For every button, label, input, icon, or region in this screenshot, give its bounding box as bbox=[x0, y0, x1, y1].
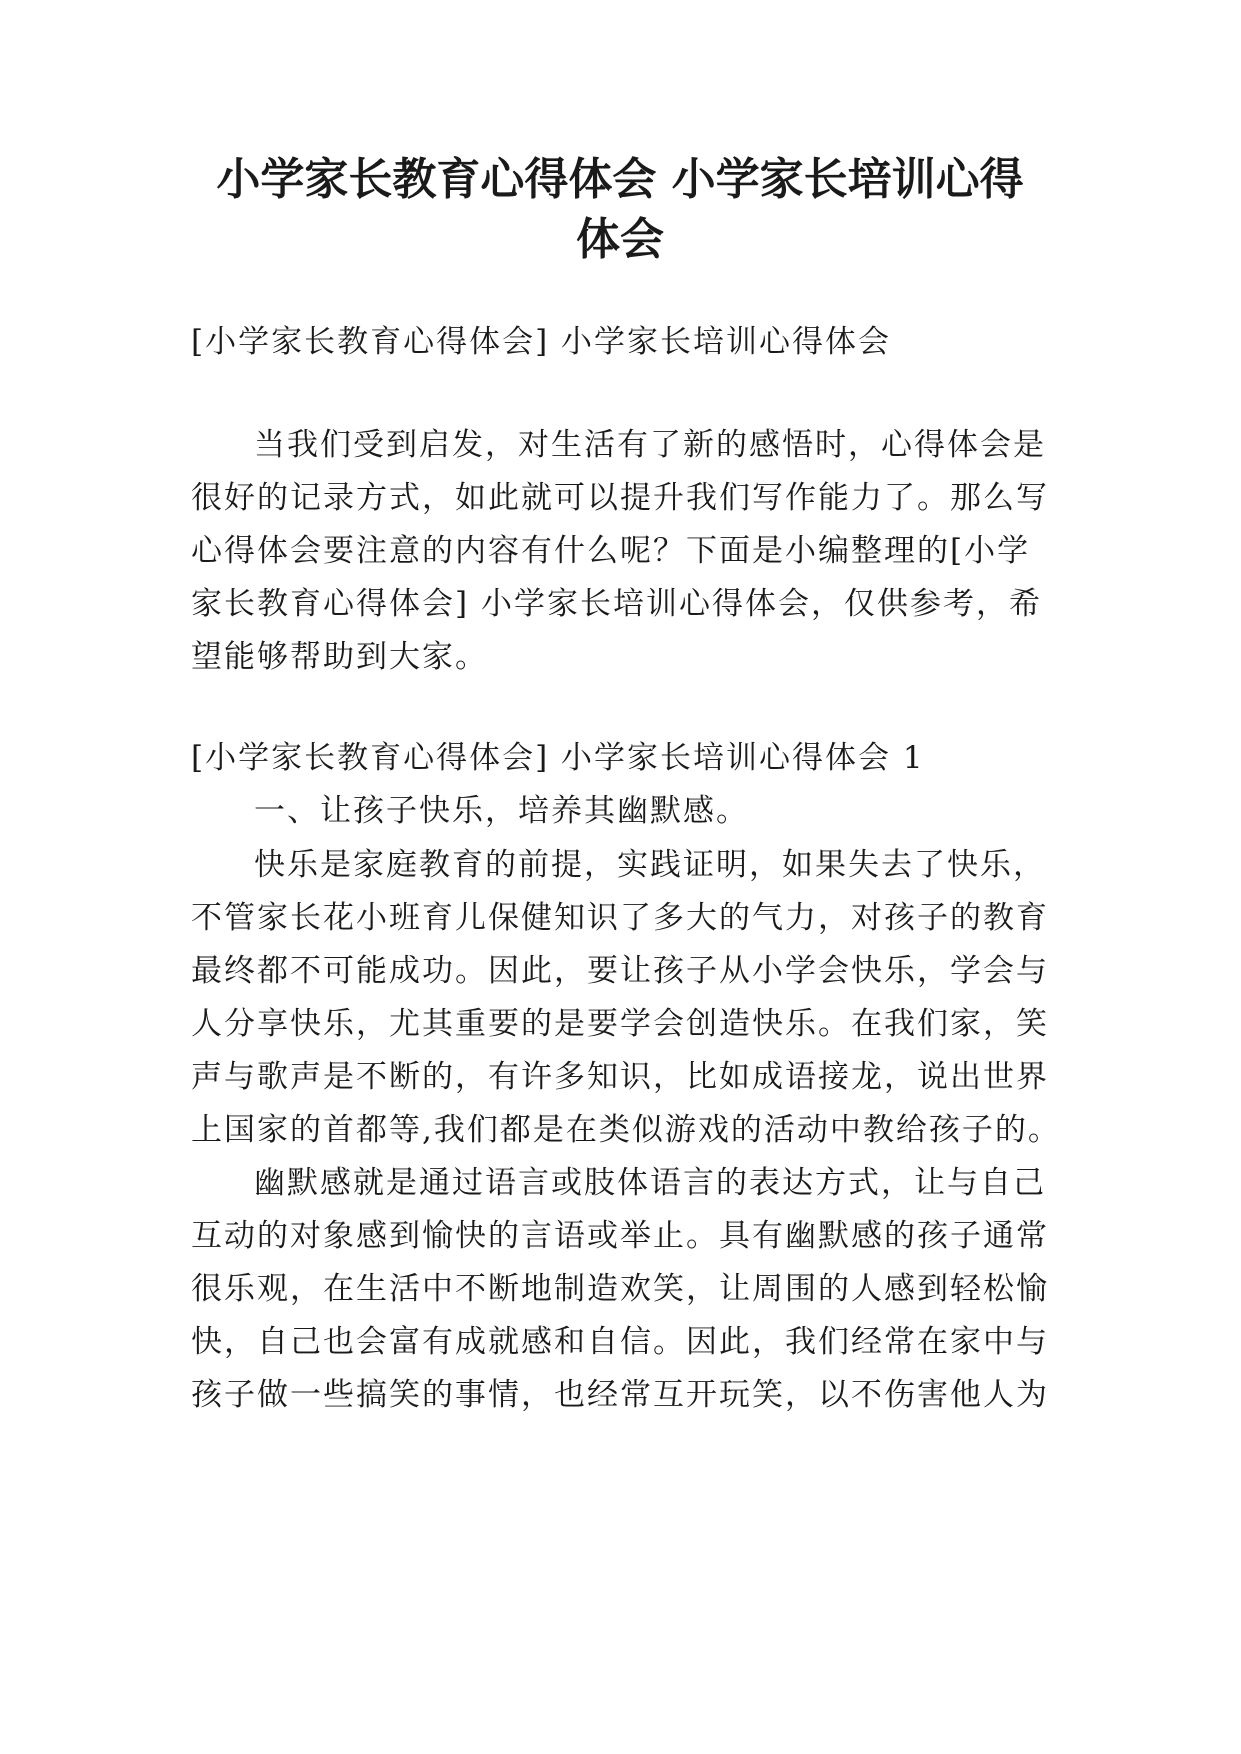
para1-line: 最终都不可能成功。因此，要让孩子从小学会快乐，学会与 bbox=[191, 953, 1049, 989]
document-title bbox=[180, 150, 1060, 270]
para2-line: 互动的对象感到愉快的言语或举止。具有幽默感的孩子通常 bbox=[191, 1218, 1049, 1254]
subtitle: [小学家长教育心得体会] 小学家长培训心得体会 bbox=[191, 324, 892, 360]
para1-line: 声与歌声是不断的，有许多知识，比如成语接龙，说出世界 bbox=[191, 1059, 1049, 1095]
para1-line: 快乐是家庭教育的前提，实践证明，如果失去了快乐， bbox=[254, 847, 1046, 883]
para1-line: 人分享快乐，尤其重要的是要学会创造快乐。在我们家，笑 bbox=[191, 1006, 1049, 1042]
para2-line: 快，自己也会富有成就感和自信。因此，我们经常在家中与 bbox=[191, 1324, 1049, 1360]
para2-line: 很乐观，在生活中不断地制造欢笑，让周围的人感到轻松愉 bbox=[191, 1271, 1049, 1307]
title-line-2: 体会 bbox=[576, 214, 664, 265]
section-heading: [小学家长教育心得体会] 小学家长培训心得体会 1 bbox=[191, 740, 925, 776]
para1-line: 不管家长花小班育儿保健知识了多大的气力，对孩子的教育 bbox=[191, 900, 1049, 936]
para2-line: 孩子做一些搞笑的事情，也经常互开玩笑，以不伤害他人为 bbox=[191, 1377, 1049, 1413]
para2-line: 幽默感就是通过语言或肢体语言的表达方式，让与自己 bbox=[254, 1165, 1046, 1201]
intro-line: 家长教育心得体会] 小学家长培训心得体会，仅供参考，希 bbox=[191, 586, 1042, 622]
intro-line: 望能够帮助到大家。 bbox=[191, 639, 488, 675]
intro-line: 心得体会要注意的内容有什么呢？下面是小编整理的[小学 bbox=[191, 533, 1031, 569]
title-line-1: 小学家长教育心得体会 小学家长培训心得 bbox=[216, 154, 1024, 205]
para1-line: 上国家的首都等,我们都是在类似游戏的活动中教给孩子的。 bbox=[191, 1112, 1061, 1148]
point-heading: 一、让孩子快乐，培养其幽默感。 bbox=[254, 793, 749, 829]
intro-line: 当我们受到启发，对生活有了新的感悟时，心得体会是 bbox=[254, 427, 1046, 463]
intro-line: 很好的记录方式，如此就可以提升我们写作能力了。那么写 bbox=[191, 480, 1049, 516]
